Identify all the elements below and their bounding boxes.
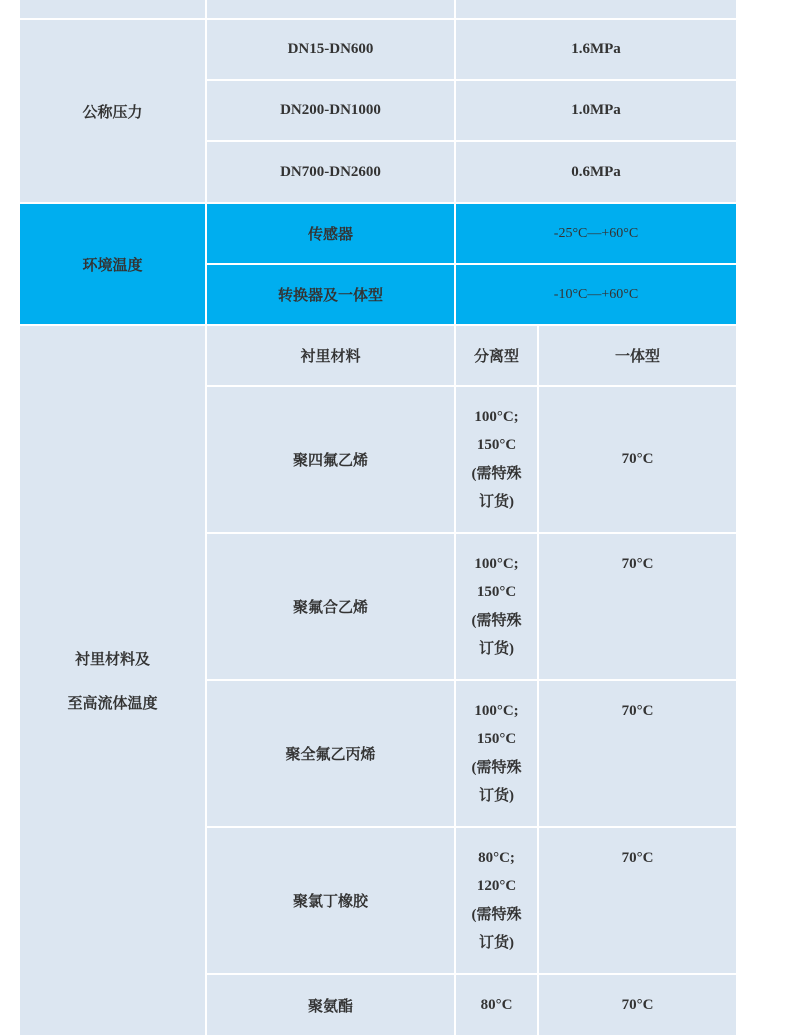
integrated-temp-cell bbox=[539, 387, 736, 532]
pressure-value: 1.0MPa bbox=[571, 102, 621, 118]
table-cell bbox=[207, 81, 454, 140]
separate-temp-line: 80°C bbox=[480, 996, 513, 1013]
pressure-header: 公称压力 bbox=[82, 102, 143, 121]
integrated-temp: 70°C bbox=[621, 556, 654, 572]
integrated-temp-cell bbox=[539, 975, 736, 1035]
table-cell bbox=[456, 265, 736, 324]
separate-temp-line: 150°C bbox=[476, 437, 517, 453]
table-cell bbox=[456, 81, 736, 140]
table-cell bbox=[456, 142, 736, 202]
lining-header-line1: 衬里材料及 bbox=[74, 649, 150, 668]
integrated-temp-cell bbox=[539, 828, 736, 973]
pressure-value: 1.6MPa bbox=[571, 41, 621, 57]
separate-temp-cell bbox=[456, 387, 537, 532]
separate-temp-cell bbox=[456, 975, 537, 1035]
ambient-header-cell bbox=[20, 204, 205, 324]
separate-temp-cell bbox=[456, 534, 537, 679]
separate-temp-line: (需特殊 bbox=[471, 465, 522, 482]
table-cell bbox=[456, 204, 736, 263]
table-cell bbox=[456, 20, 736, 79]
ambient-item: 传感器 bbox=[307, 225, 353, 243]
ambient-item: 转换器及一体型 bbox=[277, 286, 383, 304]
separate-temp-line: 100°C; bbox=[474, 408, 519, 425]
separate-temp-line: 100°C; bbox=[474, 555, 519, 572]
separate-temp-line: (需特殊 bbox=[471, 612, 522, 629]
material-cell bbox=[207, 975, 454, 1035]
separate-temp-line: (需特殊 bbox=[471, 759, 522, 776]
pressure-size: DN15-DN600 bbox=[287, 41, 374, 57]
integrated-temp-cell bbox=[539, 534, 736, 679]
col-header-material bbox=[207, 326, 454, 385]
ambient-header: 环境温度 bbox=[82, 255, 143, 274]
col-header-integrated bbox=[539, 326, 736, 385]
col-header-separate bbox=[456, 326, 537, 385]
table-cell bbox=[207, 20, 454, 79]
pressure-value: 0.6MPa bbox=[571, 163, 621, 180]
material-name: 聚氯丁橡胶 bbox=[292, 892, 368, 910]
integrated-temp-cell bbox=[539, 681, 736, 826]
separate-temp-cell bbox=[456, 681, 537, 826]
table-cell bbox=[207, 0, 454, 18]
separate-temp-line: 150°C bbox=[476, 731, 517, 747]
separate-temp-line: (需特殊 bbox=[471, 906, 522, 923]
lining-header-cell bbox=[20, 326, 205, 1035]
separate-temp-cell bbox=[456, 828, 537, 973]
pressure-size: DN700-DN2600 bbox=[280, 163, 381, 180]
separate-temp-line: 订货) bbox=[479, 494, 514, 510]
material-cell bbox=[207, 534, 454, 679]
separate-temp-line: 150°C bbox=[476, 584, 517, 600]
material-name: 聚四氟乙烯 bbox=[292, 451, 368, 469]
integrated-temp: 70°C bbox=[621, 850, 654, 866]
table-cell bbox=[207, 204, 454, 263]
material-name: 聚氟合乙烯 bbox=[292, 598, 368, 616]
ambient-value: -25°C—+60°C bbox=[553, 225, 639, 241]
table-cell bbox=[207, 265, 454, 324]
pressure-header-cell bbox=[20, 20, 205, 202]
table-cell bbox=[207, 142, 454, 202]
material-name: 聚氨酯 bbox=[307, 996, 353, 1015]
integrated-temp: 70°C bbox=[621, 996, 654, 1013]
separate-temp-line: 100°C; bbox=[474, 702, 519, 719]
col-material-label: 衬里材料 bbox=[300, 347, 361, 365]
table-cell bbox=[456, 0, 736, 18]
material-cell bbox=[207, 387, 454, 532]
separate-temp-line: 120°C bbox=[476, 878, 517, 894]
material-name: 聚全氟乙丙烯 bbox=[285, 745, 376, 763]
col-integrated-label: 一体型 bbox=[614, 347, 660, 365]
col-separate-label: 分离型 bbox=[473, 347, 519, 365]
material-cell bbox=[207, 828, 454, 973]
separate-temp-line: 订货) bbox=[479, 788, 514, 804]
ambient-value: -10°C—+60°C bbox=[553, 286, 639, 302]
integrated-temp: 70°C bbox=[621, 703, 654, 719]
pressure-size: DN200-DN1000 bbox=[280, 102, 381, 118]
separate-temp-line: 80°C; bbox=[478, 849, 515, 866]
lining-header-line2: 至高流体温度 bbox=[67, 693, 158, 712]
separate-temp-line: 订货) bbox=[479, 641, 514, 657]
integrated-temp: 70°C bbox=[621, 451, 654, 467]
table-cell bbox=[20, 0, 205, 18]
separate-temp-line: 订货) bbox=[479, 935, 514, 951]
material-cell bbox=[207, 681, 454, 826]
